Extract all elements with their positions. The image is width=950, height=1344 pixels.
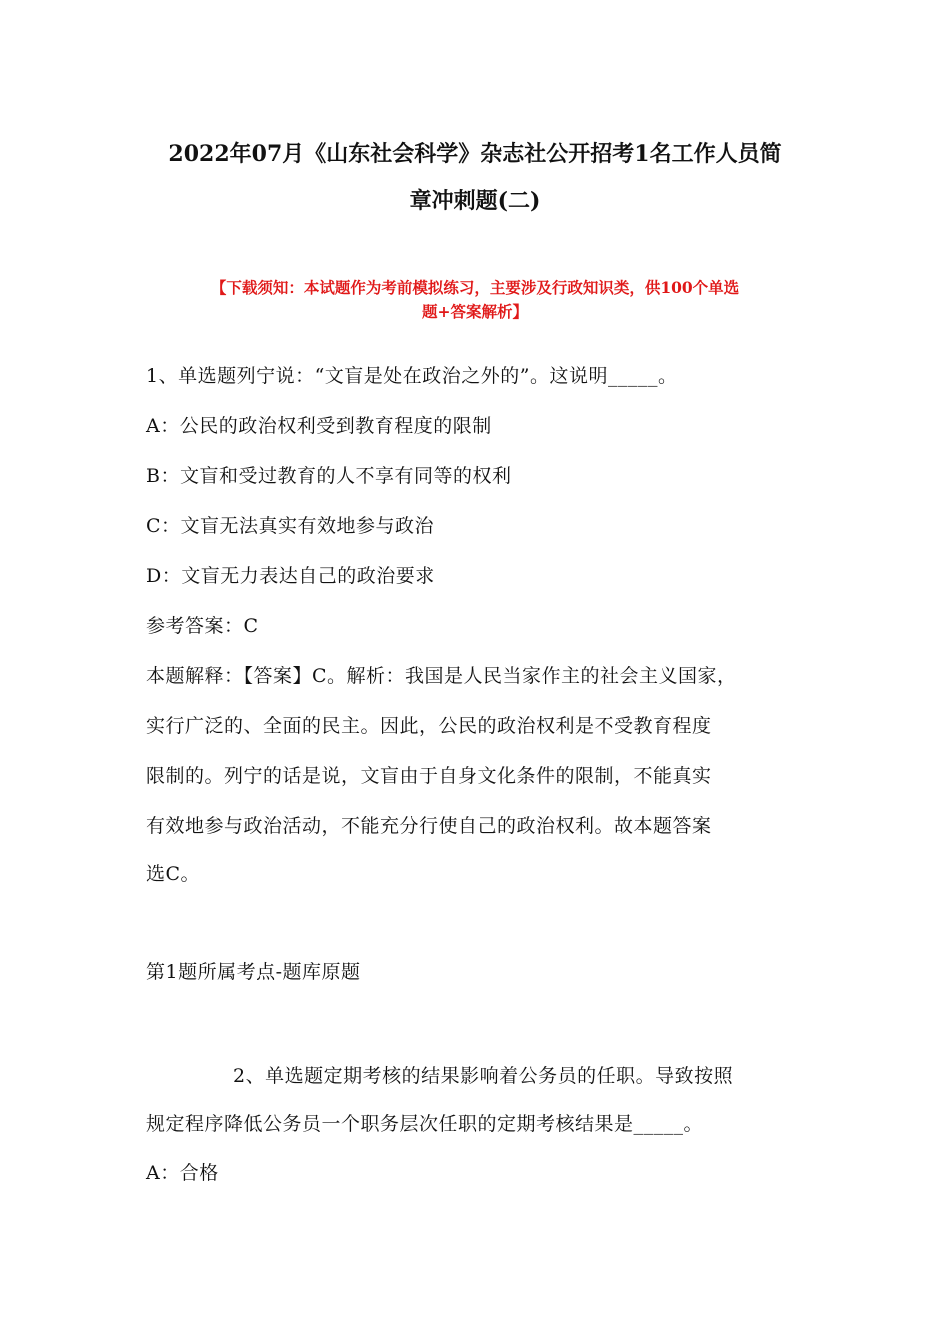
question-1-answer: 参考答案：C [146, 615, 259, 637]
question-1-explanation-line: 选C。 [146, 863, 201, 885]
download-notice-line2: 题+答案解析】 [422, 302, 528, 321]
question-1-explanation-line: 本题解释：【答案】C。解析：我国是人民当家作主的社会主义国家， [146, 665, 737, 687]
question-1-option-d: D：文盲无力表达自己的政治要求 [146, 565, 435, 587]
question-2-stem-line2: 规定程序降低公务员一个职务层次任职的定期考核结果是_____。 [146, 1113, 704, 1135]
question-1-option-b: B：文盲和受过教育的人不享有同等的权利 [146, 465, 512, 487]
question-1-option-c: C：文盲无法真实有效地参与政治 [146, 515, 435, 537]
question-2-option-a: A：合格 [146, 1162, 219, 1184]
download-notice-line1: 【下载须知：本试题作为考前模拟练习，主要涉及行政知识类，供100个单选 [210, 278, 740, 297]
question-1-source: 第1题所属考点-题库原题 [146, 961, 361, 983]
question-1-explanation-line: 限制的。列宁的话是说，文盲由于自身文化条件的限制，不能真实 [146, 765, 712, 787]
question-2-stem-line1: 2、单选题定期考核的结果影响着公务员的任职。导致按照 [233, 1065, 734, 1087]
question-1-explanation-line: 有效地参与政治活动，不能充分行使自己的政治权利。故本题答案 [146, 815, 712, 837]
question-1-stem: 1、单选题列宁说：“文盲是处在政治之外的”。这说明_____。 [146, 365, 678, 387]
question-1-option-a: A：公民的政治权利受到教育程度的限制 [146, 415, 492, 437]
question-1-explanation-line: 实行广泛的、全面的民主。因此，公民的政治权利是不受教育程度 [146, 715, 712, 737]
document-title-line1: 2022年07月《山东社会科学》杂志社公开招考1名工作人员简 [168, 141, 782, 167]
document-title-line2: 章冲刺题(二) [409, 188, 541, 214]
